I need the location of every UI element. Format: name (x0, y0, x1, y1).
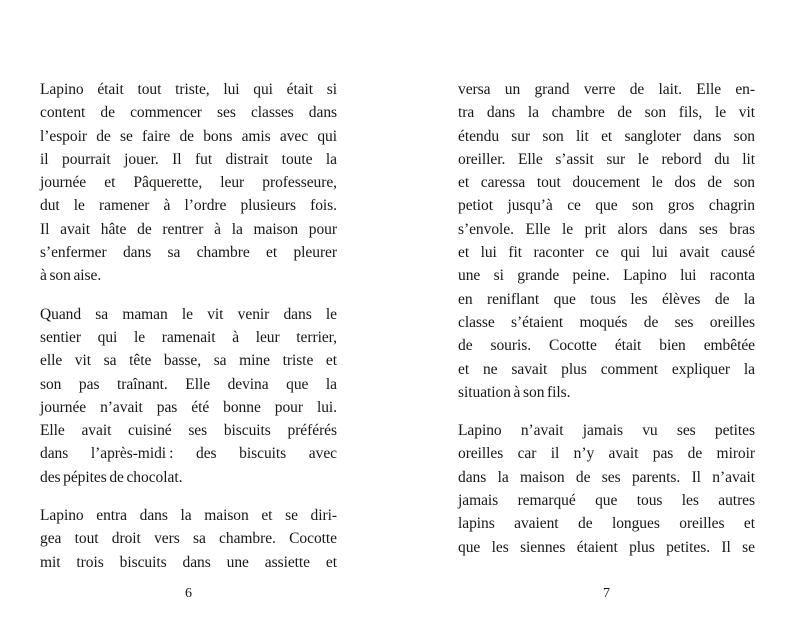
text-line: de souris. Cocotte était bien embêtée (458, 337, 755, 355)
paragraph (458, 419, 755, 559)
text-line: et lui fit raconter ce qui lui avait causé (458, 244, 755, 262)
text-line: content de commencer ses classes dans (40, 104, 337, 122)
text-line: Lapino entra dans la maison et se diri- (40, 507, 337, 525)
paragraph (458, 78, 755, 404)
text-line: une si grande peine. Lapino lui raconta (458, 267, 755, 285)
text-line: en reniflant que tous les élèves de la (458, 290, 755, 308)
text-line: et caressa tout doucement le dos de son (458, 174, 755, 192)
text-line: l’espoir de se faire de bons amis avec qui (40, 127, 337, 145)
text-line: dut le ramener à l’ordre plusieurs fois. (40, 197, 337, 215)
text-line: que les siennes étaient plus petites. Il se (458, 538, 755, 556)
text-line: Lapino n’avait jamais vu ses petites (458, 422, 755, 440)
text-line: il pourrait jouer. Il fut distrait toute la (40, 150, 337, 168)
text-line: petiot jusqu’à ce que son gros chagrin (458, 197, 755, 215)
text-line: dans la maison de ses parents. Il n’avait (458, 468, 755, 486)
text-line: Elle avait cuisiné ses biscuits préférés (40, 422, 337, 440)
paragraph (40, 78, 337, 288)
text-line: versa un grand verre de lait. Elle en- (458, 81, 755, 98)
text-line: tra dans la chambre de son fils, le vit (458, 104, 755, 122)
text-line: mit trois biscuits dans une assiette et (40, 553, 337, 571)
text-line: situation à son fils. (458, 383, 571, 401)
text-line: journée n’avait pas été bonne pour lui. (40, 398, 337, 416)
text-line: journée et Pâquerette, leur professeure, (40, 174, 337, 192)
page-number-right: 7 (603, 586, 610, 601)
text-line: Lapino était tout triste, lui qui était si (40, 81, 337, 98)
text-line: des pépites de chocolat. (40, 468, 183, 486)
book-page-left (40, 78, 337, 574)
text-line: lapins avaient de longues oreilles et (458, 515, 755, 533)
paragraph (40, 504, 337, 574)
text-line: à son aise. (40, 267, 102, 285)
text-line: Quand sa maman le vit venir dans le (40, 305, 337, 323)
text-line: étendu sur son lit et sangloter dans son (458, 127, 755, 145)
text-line: sentier qui le ramenait à leur terrier, (40, 328, 337, 346)
text-line: oreilles car il n’y avait pas de miroir (458, 445, 755, 463)
text-line: jamais remarqué que tous les autres (458, 492, 755, 510)
text-line: elle vit sa tête basse, sa mine triste et (40, 352, 337, 370)
book-page-right (458, 78, 755, 559)
text-line: son pas traînant. Elle devina que la (40, 375, 337, 393)
text-line: gea tout droit vers sa chambre. Cocotte (40, 530, 337, 548)
text-line: s’enfermer dans sa chambre et pleurer (40, 244, 337, 262)
text-line: s’envole. Elle le prit alors dans ses bras (458, 220, 755, 238)
paragraph (40, 303, 337, 489)
page-number-left: 6 (185, 586, 192, 601)
text-line: Il avait hâte de rentrer à la maison pour (40, 220, 337, 238)
text-line: dans l’après-midi : des biscuits avec (40, 445, 337, 463)
text-line: classe s’étaient moqués de ses oreilles (458, 313, 755, 331)
text-line: et ne savait plus comment expliquer la (458, 360, 755, 378)
text-line: oreiller. Elle s’assit sur le rebord du lit (458, 150, 755, 168)
